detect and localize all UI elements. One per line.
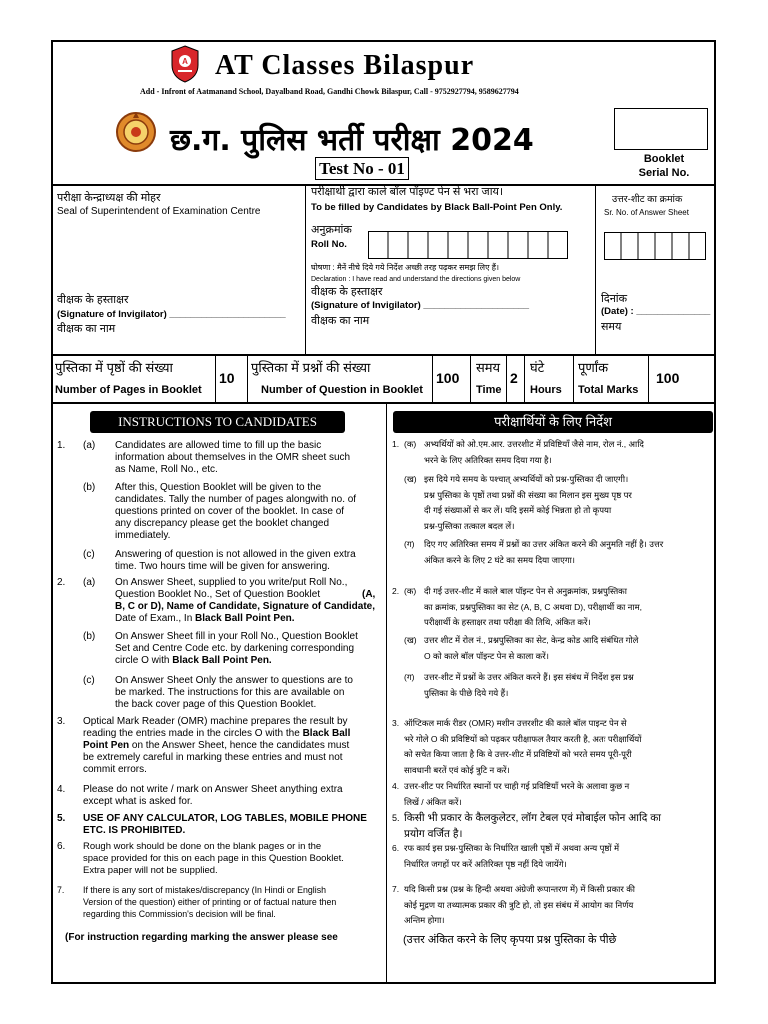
date-label-en: (Date) : ______________ [601,306,711,317]
roll-label-hi: अनुक्रमांक [311,224,352,236]
time-label-hi2: समय [476,360,501,375]
roll-number-boxes[interactable] [368,231,568,264]
time-label-hi: समय [601,321,622,333]
answer-sheet-label-hi: उत्तर-शीट का क्रमांक [612,194,683,205]
exam-title: छ.ग. पुलिस भर्ती परीक्षा 2024 [170,123,534,158]
invigilator-sig-en: (Signature of Invigilator) ______________________ [57,309,286,320]
time-label-en: Time [476,384,502,396]
test-number: Test No - 01 [315,157,409,180]
invigilator2-sig-hi: वीक्षक के हस्ताक्षर [311,286,383,298]
answer-sheet-label-en: Sr. No. of Answer Sheet [604,208,689,217]
institute-logo-icon [170,45,200,83]
date-label-hi: दिनांक [601,293,628,305]
hours-label-en: Hours [530,384,562,396]
svg-text:A: A [182,57,188,66]
declaration-hi: घोषणा : मैनें नीचे दिये गये निर्देश अच्छी तरह पढ़कर समझ लिए हैं। [311,263,500,272]
en-footer: (For instruction regarding marking the answer please see [65,932,338,943]
invigilator2-name-hi: वीक्षक का नाम [311,315,370,327]
seal-label-en: Seal of Superintendent of Examination Centre [57,206,261,217]
candidate-note-en: To be filled by Candidates by Black Ball-Point Pen Only. [311,202,563,213]
hours-label-hi: घंटे [530,360,545,375]
invigilator-name-hi: वीक्षक का नाम [57,323,116,335]
hi-footer: (उत्तर अंकित करने के लिए कृपया प्रश्न पुस्तिका के पीछे [403,934,617,946]
police-emblem-icon [115,110,157,154]
declaration-en: Declaration : I have read and understand the directions given below [311,276,521,283]
answer-sheet-boxes[interactable] [604,232,706,265]
marks-value: 100 [656,370,680,386]
pages-label-hi: पुस्तिका में पृष्ठों की संख्या [55,360,173,375]
questions-value: 100 [436,370,460,386]
invigilator-sig-hi: वीक्षक के हस्ताक्षर [57,294,129,306]
marks-label-en: Total Marks [578,384,639,396]
marks-label-hi: पूर्णांक [578,360,609,375]
candidate-note-hi: परीक्षार्थी द्वारा काले बॉल पॉइण्ट पेन से भरा जाय। [311,186,504,198]
booklet-serial-box[interactable] [614,108,708,150]
invigilator2-sig-en: (Signature of Invigilator) ____________________ [311,300,530,311]
questions-label-en: Number of Question in Booklet [261,384,423,396]
pages-label-en: Number of Pages in Booklet [55,384,202,396]
instructions-heading-hi: परीक्षार्थियों के लिए निर्देश [393,411,713,433]
roll-label-en: Roll No. [311,239,347,250]
booklet-serial-label: Booklet Serial No. [638,153,690,179]
time-value: 2 [510,370,518,386]
institute-address: Add - Infront of Aatmanand School, Dayalband Road, Gandhi Chowk Bilaspur, Call - 9752927794, 9589627794 [140,87,519,96]
questions-label-hi: पुस्तिका में प्रश्नों की संख्या [251,360,371,375]
pages-value: 10 [219,370,235,386]
institute-name: AT Classes Bilaspur [215,50,475,81]
seal-label-hi: परीक्षा केन्द्राध्यक्ष की मोहर [57,192,161,204]
instructions-heading-en: INSTRUCTIONS TO CANDIDATES [90,411,345,433]
